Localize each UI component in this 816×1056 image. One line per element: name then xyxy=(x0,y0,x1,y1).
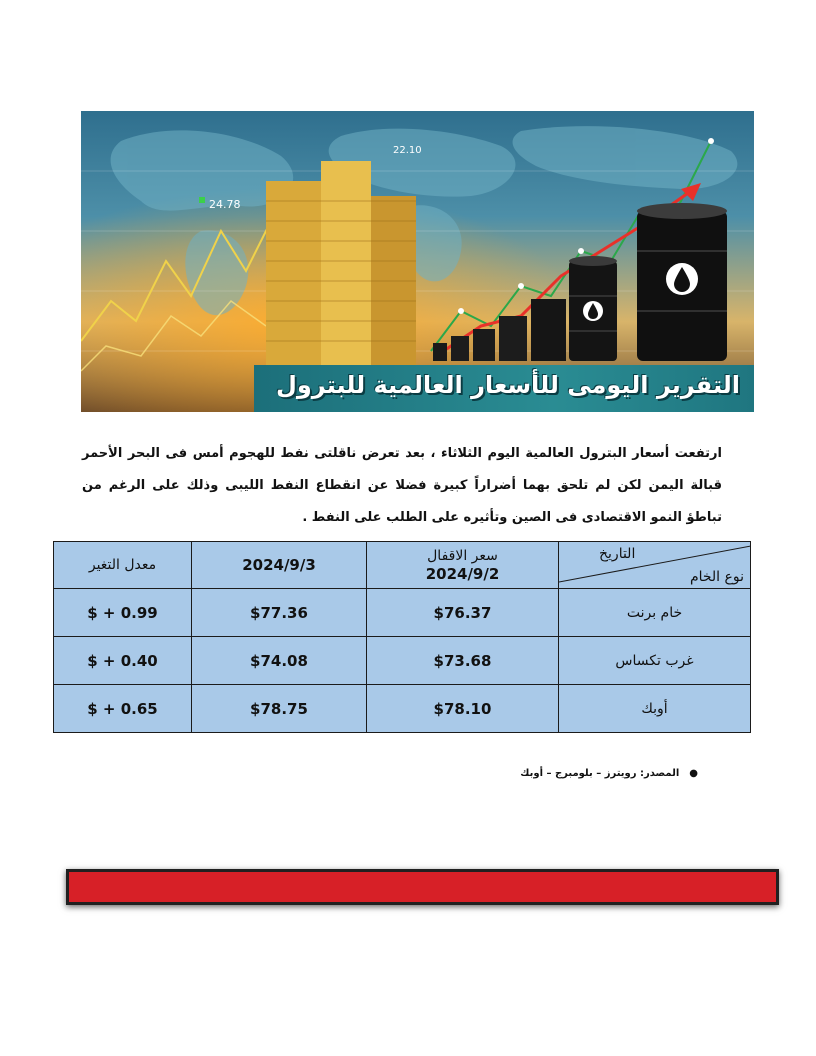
table-row xyxy=(54,637,751,685)
table-header-row xyxy=(54,542,751,589)
price-day2: $78.75 xyxy=(192,685,367,733)
price-day1: $73.68 xyxy=(367,637,559,685)
banner-title: التقرير اليومى للأسعار العالمية للبترول xyxy=(276,371,740,399)
price-day2: $77.36 xyxy=(192,589,367,637)
header-close-price-label: سعر الاقفال xyxy=(427,548,498,564)
header-close-price xyxy=(367,542,559,589)
ticker-label: 24.78 xyxy=(209,198,241,211)
crude-name: غرب تكساس xyxy=(559,637,751,685)
bullet-icon: ● xyxy=(689,768,698,779)
header-date-1: 2024/9/2 xyxy=(425,565,500,583)
header-change-rate: معدل التغير xyxy=(54,542,192,589)
price-change-value: $ + 0.40 xyxy=(87,651,158,670)
crude-name: خام برنت xyxy=(559,589,751,637)
price-change xyxy=(54,637,192,685)
price-change xyxy=(54,685,192,733)
banner-image xyxy=(81,111,754,412)
oil-barrels-icon xyxy=(433,203,727,361)
crude-name: أوبك xyxy=(559,685,751,733)
footer-red-bar xyxy=(66,869,779,905)
banner-title-band xyxy=(254,365,754,412)
header-crude-type-label: نوع الخام xyxy=(689,569,744,585)
price-day2: $74.08 xyxy=(192,637,367,685)
header-date-2: 2024/9/3 xyxy=(192,542,367,589)
ticker-label: 22.10 xyxy=(393,145,422,156)
intro-paragraph: ارتفعت أسعار البترول العالمية اليوم الثلاثاء ، بعد تعرض ناقلتى نفط للهجوم أمس فى البحر الأحمر قبالة اليمن لكن لم تلحق بهما أضراراً كبيرة فضلا عن انقطاع النفط الليبى وذلك على الرغم من تباطؤ النمو الاقتصادى فى الصين وتأثيره على الطلب على النفط . xyxy=(82,446,722,525)
source-text: المصدر: رويترز – بلومبرج – أوبك xyxy=(520,768,680,779)
table-row xyxy=(54,685,751,733)
price-change-value: $ + 0.65 xyxy=(87,699,158,718)
price-change-value: $ + 0.99 xyxy=(87,603,158,622)
header-date-label: التاريخ xyxy=(599,546,636,562)
price-change xyxy=(54,589,192,637)
price-day1: $78.10 xyxy=(367,685,559,733)
header-crude-date-cell xyxy=(559,542,751,589)
source-note xyxy=(520,768,698,779)
oil-price-table xyxy=(53,541,751,733)
price-day1: $76.37 xyxy=(367,589,559,637)
table-row xyxy=(54,589,751,637)
